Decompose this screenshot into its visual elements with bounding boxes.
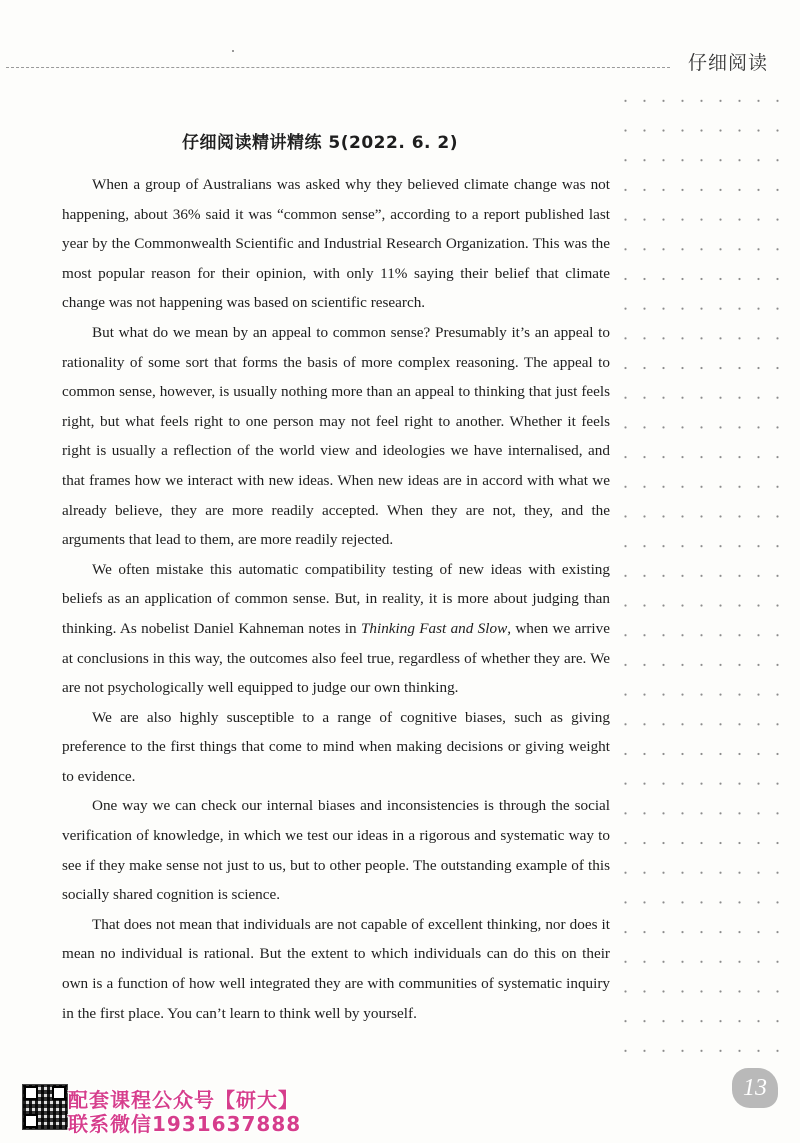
margin-dot-grid (616, 86, 786, 1071)
paragraph-4: We are also highly susceptible to a range of cognitive biases, such as giving preference to the first things that come to mind when making decisions or giving weight to evidence. (62, 708, 610, 785)
paragraph-1: When a group of Australians was asked why they believed climate change was not happening, about 36% said it was “common sense”, according to a report published last year by the Commonwealth Scientific and Industrial Research Organization. This was the most popular reason for their opinion, with only 11% saying their belief that climate change was not happening was based on scientific research. (62, 176, 610, 312)
paragraph-2: But what do we mean by an appeal to common sense? Presumably it’s an appeal to rationality of some sort that forms the basis of more complex reasoning. The appeal to common sense, however, is usually nothing more than an appeal to thinking that just feels right, but what feels right to one person may not feel right to another. Whether it feels right is usually a reflection of the world view and ideologies we have internalised, and that frames how we interact with new ideas. When new ideas are in accord with what we already believe, they are more readily accepted. When they are not, they, and the arguments that lead to them, are more readily rejected. (62, 323, 610, 549)
paragraph-3-text-b: , when we arrive at conclusions in this way, the outcomes also feel true, regardless of whether they are. We are not psychologically well equipped to judge our own thinking. (62, 619, 610, 697)
page-title: 仔细阅读精讲精练 5(2022. 6. 2) (181, 133, 458, 153)
page-number: 13 (732, 1068, 778, 1108)
paragraph-5: One way we can check our internal biases and inconsistencies is through the social verification of knowledge, in which we test our ideas in a rigorous and systematic way to see if they make sense not just to us, but to other people. The outstanding example of this socially shared cognition is science. (62, 797, 610, 904)
qr-corner (52, 1086, 66, 1100)
paragraph-6: That does not mean that individuals are not capable of excellent thinking, nor does it mean no individual is rational. But the extent to which individuals can do this on their own is a function of how well integrated they are with communities of systematic inquiry in the first place. You can’t learn to think well by yourself. (62, 915, 610, 1022)
paragraph-3-text-a: We often mistake this automatic compatibility testing of new ideas with existing beliefs as an application of common sense. But, in reality, it is more about judging than thinking. As nobelist Daniel Kahneman notes in (62, 560, 610, 637)
qr-code-icon (22, 1084, 68, 1130)
qr-corner (24, 1114, 38, 1128)
watermark-line-1: 配套课程公众号【研大】 (68, 1088, 299, 1112)
article-body (62, 170, 610, 1028)
running-head: 仔细阅读 (688, 52, 769, 74)
header-mark (232, 50, 234, 52)
book-title: Thinking Fast and Slow (360, 619, 508, 637)
header-rule (6, 67, 670, 68)
paragraph-3 (62, 555, 610, 703)
watermark-line-2: 联系微信1931637888 (68, 1112, 302, 1136)
qr-corner (24, 1086, 38, 1100)
